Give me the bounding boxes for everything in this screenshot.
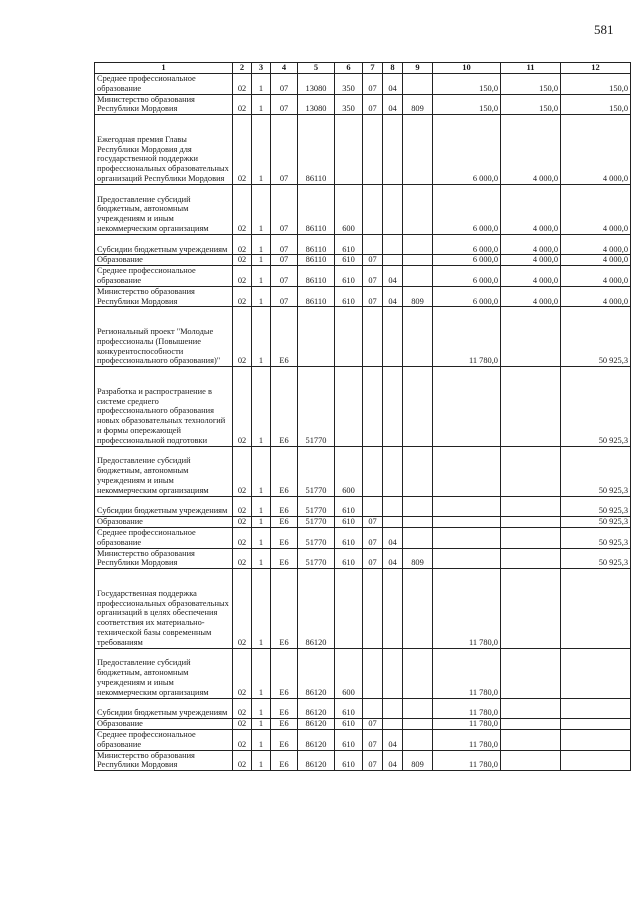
cell-col-3: 1: [252, 234, 271, 255]
cell-col-11: [501, 367, 561, 446]
row-name-cell: Среднее профессиональное образование: [95, 527, 233, 548]
cell-col-3: 1: [252, 266, 271, 287]
cell-col-4: Е6: [271, 446, 298, 496]
cell-col-11: 4 000,0: [501, 255, 561, 266]
cell-col-6: 610: [335, 548, 363, 569]
cell-col-5: 86120: [298, 729, 335, 750]
row-name-cell: Министерство образования Республики Мордовия: [95, 750, 233, 771]
page-number: 581: [594, 22, 614, 37]
cell-col-5: 51770: [298, 367, 335, 446]
cell-col-5: 51770: [298, 527, 335, 548]
column-header: 2: [233, 63, 252, 74]
table-row: [95, 698, 631, 719]
cell-col-2: 02: [233, 94, 252, 115]
cell-col-7: 07: [363, 266, 383, 287]
cell-col-5: 51770: [298, 496, 335, 517]
cell-col-2: 02: [233, 367, 252, 446]
cell-col-11: 150,0: [501, 94, 561, 115]
cell-col-10: [433, 367, 501, 446]
cell-col-4: Е6: [271, 569, 298, 648]
cell-col-6: 600: [335, 184, 363, 234]
cell-col-8: [383, 648, 403, 698]
column-header: 7: [363, 63, 383, 74]
cell-col-4: Е6: [271, 648, 298, 698]
cell-col-6: 350: [335, 74, 363, 95]
cell-col-11: [501, 496, 561, 517]
column-header: 3: [252, 63, 271, 74]
cell-col-3: 1: [252, 648, 271, 698]
cell-col-8: [383, 517, 403, 528]
cell-col-9: [403, 234, 433, 255]
cell-col-2: 02: [233, 698, 252, 719]
cell-col-3: 1: [252, 115, 271, 185]
cell-col-10: 11 780,0: [433, 307, 501, 367]
column-header: 10: [433, 63, 501, 74]
cell-col-6: [335, 367, 363, 446]
cell-col-3: 1: [252, 719, 271, 730]
cell-col-8: [383, 446, 403, 496]
cell-col-6: 600: [335, 648, 363, 698]
cell-col-9: [403, 729, 433, 750]
cell-col-9: [403, 496, 433, 517]
cell-col-8: [383, 496, 403, 517]
cell-col-8: 04: [383, 548, 403, 569]
column-header: 5: [298, 63, 335, 74]
cell-col-12: 50 925,3: [561, 496, 631, 517]
table-header-row: [95, 63, 631, 74]
cell-col-10: 150,0: [433, 74, 501, 95]
cell-col-5: 86110: [298, 184, 335, 234]
cell-col-10: 6 000,0: [433, 266, 501, 287]
cell-col-7: 07: [363, 729, 383, 750]
table-row: [95, 367, 631, 446]
cell-col-12: 4 000,0: [561, 234, 631, 255]
cell-col-7: 07: [363, 286, 383, 307]
cell-col-10: 6 000,0: [433, 255, 501, 266]
cell-col-12: 150,0: [561, 94, 631, 115]
column-header: 6: [335, 63, 363, 74]
cell-col-5: 86110: [298, 266, 335, 287]
row-name-cell: Среднее профессиональное образование: [95, 74, 233, 95]
table-row: [95, 94, 631, 115]
cell-col-2: 02: [233, 74, 252, 95]
cell-col-7: 07: [363, 517, 383, 528]
cell-col-6: 610: [335, 517, 363, 528]
row-name-cell: Образование: [95, 719, 233, 730]
cell-col-4: 07: [271, 234, 298, 255]
cell-col-12: [561, 569, 631, 648]
cell-col-9: 809: [403, 548, 433, 569]
cell-col-7: [363, 367, 383, 446]
table-row: [95, 286, 631, 307]
cell-col-7: 07: [363, 74, 383, 95]
cell-col-7: [363, 115, 383, 185]
cell-col-3: 1: [252, 184, 271, 234]
cell-col-4: Е6: [271, 698, 298, 719]
cell-col-3: 1: [252, 286, 271, 307]
cell-col-2: 02: [233, 446, 252, 496]
cell-col-11: 150,0: [501, 74, 561, 95]
column-header: 1: [95, 63, 233, 74]
cell-col-10: 6 000,0: [433, 286, 501, 307]
cell-col-10: 11 780,0: [433, 729, 501, 750]
cell-col-11: 4 000,0: [501, 115, 561, 185]
cell-col-8: [383, 234, 403, 255]
table-row: [95, 184, 631, 234]
row-name-cell: Министерство образования Республики Мордовия: [95, 286, 233, 307]
cell-col-2: 02: [233, 234, 252, 255]
table-row: [95, 446, 631, 496]
cell-col-3: 1: [252, 750, 271, 771]
cell-col-5: 51770: [298, 517, 335, 528]
cell-col-7: 07: [363, 548, 383, 569]
cell-col-11: 4 000,0: [501, 234, 561, 255]
row-name-cell: Министерство образования Республики Мордовия: [95, 548, 233, 569]
cell-col-9: [403, 446, 433, 496]
table-row: [95, 74, 631, 95]
table-row: [95, 266, 631, 287]
cell-col-4: 07: [271, 266, 298, 287]
cell-col-12: 4 000,0: [561, 266, 631, 287]
cell-col-6: 610: [335, 527, 363, 548]
cell-col-12: 4 000,0: [561, 184, 631, 234]
cell-col-12: 50 925,3: [561, 367, 631, 446]
cell-col-4: Е6: [271, 527, 298, 548]
cell-col-11: [501, 648, 561, 698]
cell-col-7: [363, 698, 383, 719]
cell-col-4: Е6: [271, 719, 298, 730]
cell-col-11: 4 000,0: [501, 286, 561, 307]
cell-col-7: [363, 307, 383, 367]
cell-col-10: 11 780,0: [433, 569, 501, 648]
cell-col-5: 86120: [298, 750, 335, 771]
row-name-cell: Среднее профессиональное образование: [95, 729, 233, 750]
cell-col-5: 86120: [298, 698, 335, 719]
cell-col-6: [335, 307, 363, 367]
cell-col-8: 04: [383, 729, 403, 750]
cell-col-6: 610: [335, 698, 363, 719]
column-header: 9: [403, 63, 433, 74]
cell-col-5: 86110: [298, 115, 335, 185]
cell-col-4: 07: [271, 255, 298, 266]
table-row: [95, 729, 631, 750]
cell-col-2: 02: [233, 527, 252, 548]
cell-col-5: 86120: [298, 719, 335, 730]
cell-col-12: [561, 729, 631, 750]
cell-col-4: 07: [271, 286, 298, 307]
cell-col-2: 02: [233, 255, 252, 266]
cell-col-3: 1: [252, 74, 271, 95]
cell-col-7: [363, 184, 383, 234]
cell-col-3: 1: [252, 94, 271, 115]
cell-col-7: 07: [363, 527, 383, 548]
row-name-cell: Региональный проект "Молодые профессионалы (Повышение конкурентоспособности профессионального образования)": [95, 307, 233, 367]
cell-col-7: 07: [363, 94, 383, 115]
cell-col-6: 610: [335, 266, 363, 287]
cell-col-5: 86110: [298, 255, 335, 266]
cell-col-11: [501, 569, 561, 648]
cell-col-10: [433, 527, 501, 548]
row-name-cell: Образование: [95, 255, 233, 266]
cell-col-8: 04: [383, 94, 403, 115]
cell-col-4: 07: [271, 74, 298, 95]
cell-col-8: 04: [383, 74, 403, 95]
cell-col-4: Е6: [271, 750, 298, 771]
cell-col-11: [501, 446, 561, 496]
cell-col-11: [501, 750, 561, 771]
cell-col-3: 1: [252, 496, 271, 517]
table-row: [95, 517, 631, 528]
cell-col-8: [383, 719, 403, 730]
row-name-cell: Ежегодная премия Главы Республики Мордовия для государственной поддержки профессиональных образовательных организаций Республики Мордовия: [95, 115, 233, 185]
cell-col-12: 50 925,3: [561, 446, 631, 496]
cell-col-6: 600: [335, 446, 363, 496]
cell-col-7: 07: [363, 750, 383, 771]
table-row: [95, 648, 631, 698]
table-row: [95, 527, 631, 548]
cell-col-5: 13080: [298, 74, 335, 95]
cell-col-9: [403, 184, 433, 234]
cell-col-5: 86110: [298, 234, 335, 255]
table-row: [95, 719, 631, 730]
cell-col-12: [561, 719, 631, 730]
cell-col-2: 02: [233, 569, 252, 648]
cell-col-4: Е6: [271, 548, 298, 569]
cell-col-9: [403, 74, 433, 95]
cell-col-10: 150,0: [433, 94, 501, 115]
row-name-cell: Предоставление субсидий бюджетным, автономным учреждениям и иным некоммерческим организациям: [95, 184, 233, 234]
column-header: 8: [383, 63, 403, 74]
cell-col-7: 07: [363, 255, 383, 266]
table-row: [95, 548, 631, 569]
cell-col-8: [383, 184, 403, 234]
row-name-cell: Образование: [95, 517, 233, 528]
cell-col-10: [433, 496, 501, 517]
cell-col-7: 07: [363, 719, 383, 730]
cell-col-5: 86120: [298, 569, 335, 648]
cell-col-7: [363, 648, 383, 698]
cell-col-6: 610: [335, 286, 363, 307]
cell-col-9: [403, 719, 433, 730]
cell-col-7: [363, 569, 383, 648]
row-name-cell: Предоставление субсидий бюджетным, автономным учреждениям и иным некоммерческим организациям: [95, 446, 233, 496]
cell-col-9: 809: [403, 286, 433, 307]
cell-col-2: 02: [233, 184, 252, 234]
cell-col-10: 6 000,0: [433, 184, 501, 234]
cell-col-9: 809: [403, 750, 433, 771]
cell-col-2: 02: [233, 648, 252, 698]
cell-col-2: 02: [233, 115, 252, 185]
row-name-cell: Субсидии бюджетным учреждениям: [95, 496, 233, 517]
cell-col-12: 150,0: [561, 74, 631, 95]
cell-col-11: [501, 517, 561, 528]
cell-col-8: [383, 698, 403, 719]
cell-col-11: [501, 548, 561, 569]
cell-col-7: [363, 446, 383, 496]
cell-col-11: [501, 527, 561, 548]
cell-col-5: 51770: [298, 548, 335, 569]
cell-col-12: 50 925,3: [561, 548, 631, 569]
cell-col-3: 1: [252, 446, 271, 496]
cell-col-11: 4 000,0: [501, 266, 561, 287]
table-row: [95, 234, 631, 255]
cell-col-8: [383, 115, 403, 185]
cell-col-9: [403, 648, 433, 698]
cell-col-12: 50 925,3: [561, 527, 631, 548]
cell-col-12: 50 925,3: [561, 307, 631, 367]
table-row: [95, 115, 631, 185]
cell-col-12: [561, 750, 631, 771]
cell-col-9: [403, 698, 433, 719]
cell-col-12: [561, 698, 631, 719]
cell-col-5: 51770: [298, 446, 335, 496]
cell-col-4: Е6: [271, 729, 298, 750]
cell-col-6: 350: [335, 94, 363, 115]
cell-col-9: [403, 569, 433, 648]
cell-col-3: 1: [252, 527, 271, 548]
cell-col-10: 11 780,0: [433, 750, 501, 771]
cell-col-12: 4 000,0: [561, 286, 631, 307]
cell-col-3: 1: [252, 517, 271, 528]
cell-col-12: 4 000,0: [561, 115, 631, 185]
row-name-cell: Разработка и распространение в системе среднего профессионального образования новых образовательных технологий и формы опережающей профессиональной подготовки: [95, 367, 233, 446]
table-row: [95, 307, 631, 367]
cell-col-6: 610: [335, 255, 363, 266]
cell-col-10: 11 780,0: [433, 648, 501, 698]
cell-col-2: 02: [233, 548, 252, 569]
cell-col-12: 50 925,3: [561, 517, 631, 528]
cell-col-8: 04: [383, 266, 403, 287]
cell-col-3: 1: [252, 307, 271, 367]
cell-col-10: 11 780,0: [433, 698, 501, 719]
cell-col-6: [335, 569, 363, 648]
row-name-cell: Предоставление субсидий бюджетным, автономным учреждениям и иным некоммерческим организациям: [95, 648, 233, 698]
cell-col-9: [403, 527, 433, 548]
cell-col-4: Е6: [271, 517, 298, 528]
row-name-cell: Субсидии бюджетным учреждениям: [95, 698, 233, 719]
cell-col-5: 86120: [298, 648, 335, 698]
cell-col-2: 02: [233, 729, 252, 750]
cell-col-6: 610: [335, 234, 363, 255]
cell-col-4: Е6: [271, 367, 298, 446]
cell-col-3: 1: [252, 569, 271, 648]
cell-col-11: [501, 307, 561, 367]
cell-col-9: [403, 255, 433, 266]
cell-col-3: 1: [252, 698, 271, 719]
cell-col-8: 04: [383, 750, 403, 771]
column-header: 12: [561, 63, 631, 74]
cell-col-8: 04: [383, 286, 403, 307]
cell-col-2: 02: [233, 307, 252, 367]
cell-col-6: [335, 115, 363, 185]
cell-col-2: 02: [233, 517, 252, 528]
column-header: 4: [271, 63, 298, 74]
cell-col-11: [501, 729, 561, 750]
cell-col-9: [403, 266, 433, 287]
cell-col-12: 4 000,0: [561, 255, 631, 266]
cell-col-6: 610: [335, 496, 363, 517]
cell-col-10: 11 780,0: [433, 719, 501, 730]
table-row: [95, 496, 631, 517]
cell-col-8: [383, 255, 403, 266]
cell-col-4: Е6: [271, 496, 298, 517]
cell-col-3: 1: [252, 255, 271, 266]
cell-col-4: Е6: [271, 307, 298, 367]
cell-col-6: 610: [335, 719, 363, 730]
cell-col-10: [433, 446, 501, 496]
cell-col-8: [383, 367, 403, 446]
cell-col-7: [363, 496, 383, 517]
column-header: 11: [501, 63, 561, 74]
table-row: [95, 569, 631, 648]
cell-col-11: [501, 719, 561, 730]
cell-col-4: 07: [271, 94, 298, 115]
budget-table: [94, 62, 631, 771]
cell-col-5: [298, 307, 335, 367]
cell-col-8: [383, 307, 403, 367]
cell-col-9: [403, 307, 433, 367]
cell-col-3: 1: [252, 367, 271, 446]
cell-col-10: 6 000,0: [433, 115, 501, 185]
cell-col-10: [433, 517, 501, 528]
row-name-cell: Министерство образования Республики Мордовия: [95, 94, 233, 115]
cell-col-7: [363, 234, 383, 255]
cell-col-11: [501, 698, 561, 719]
cell-col-5: 13080: [298, 94, 335, 115]
cell-col-11: 4 000,0: [501, 184, 561, 234]
cell-col-2: 02: [233, 286, 252, 307]
table-row: [95, 255, 631, 266]
cell-col-3: 1: [252, 548, 271, 569]
cell-col-6: 610: [335, 729, 363, 750]
cell-col-9: [403, 115, 433, 185]
cell-col-4: 07: [271, 184, 298, 234]
cell-col-4: 07: [271, 115, 298, 185]
cell-col-5: 86110: [298, 286, 335, 307]
cell-col-10: [433, 548, 501, 569]
cell-col-6: 610: [335, 750, 363, 771]
table-body: [95, 74, 631, 771]
cell-col-8: 04: [383, 527, 403, 548]
row-name-cell: Среднее профессиональное образование: [95, 266, 233, 287]
cell-col-10: 6 000,0: [433, 234, 501, 255]
row-name-cell: Субсидии бюджетным учреждениям: [95, 234, 233, 255]
cell-col-2: 02: [233, 719, 252, 730]
cell-col-3: 1: [252, 729, 271, 750]
cell-col-2: 02: [233, 750, 252, 771]
row-name-cell: Государственная поддержка профессиональных образовательных организаций в целях обеспечения соответствия их материально-технической базы современным требованиям: [95, 569, 233, 648]
table-row: [95, 750, 631, 771]
cell-col-9: 809: [403, 94, 433, 115]
cell-col-9: [403, 517, 433, 528]
cell-col-8: [383, 569, 403, 648]
cell-col-12: [561, 648, 631, 698]
cell-col-2: 02: [233, 266, 252, 287]
cell-col-2: 02: [233, 496, 252, 517]
cell-col-9: [403, 367, 433, 446]
